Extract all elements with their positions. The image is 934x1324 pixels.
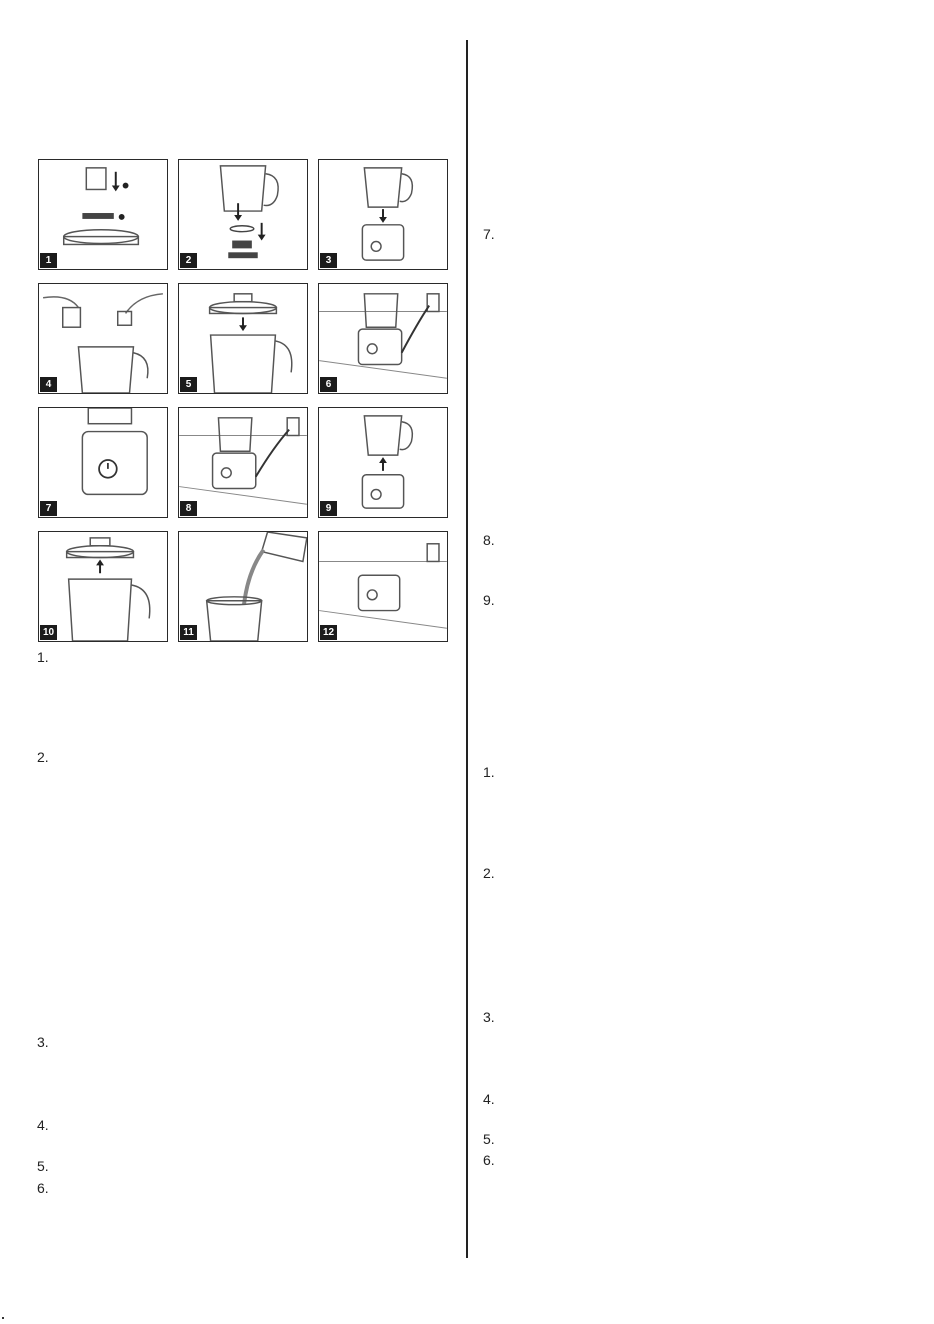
panel-number-badge: 2 xyxy=(180,253,197,268)
panel-number-badge: 9 xyxy=(320,501,337,516)
left-step-5: 5. xyxy=(37,1158,49,1174)
lid-onto-jar-illustration xyxy=(179,284,307,393)
jar-lift-illustration xyxy=(319,408,447,517)
figure-panel-5 xyxy=(178,283,308,394)
lid-assembly-illustration xyxy=(39,160,167,269)
panel-number-badge: 5 xyxy=(180,377,197,392)
figure-panel-6 xyxy=(318,283,448,394)
figure-panel-1 xyxy=(38,159,168,270)
figure-panel-7 xyxy=(38,407,168,518)
instruction-figure-grid xyxy=(38,159,448,642)
panel-number-badge: 1 xyxy=(40,253,57,268)
figure-panel-10 xyxy=(38,531,168,642)
control-knob-illustration xyxy=(39,408,167,517)
pour-into-glass-illustration xyxy=(179,532,307,641)
panel-number-badge: 3 xyxy=(320,253,337,268)
panel-number-badge: 11 xyxy=(180,625,197,640)
left-step-1: 1. xyxy=(37,649,49,665)
jar-onto-base-illustration xyxy=(319,160,447,269)
panel-number-badge: 4 xyxy=(40,377,57,392)
right-lower-step-4: 4. xyxy=(483,1091,495,1107)
lid-removal-illustration xyxy=(39,532,167,641)
plug-in-illustration xyxy=(179,408,307,517)
left-step-6: 6. xyxy=(37,1180,49,1196)
left-step-2: 2. xyxy=(37,749,49,765)
figure-panel-4 xyxy=(38,283,168,394)
panel-number-badge: 8 xyxy=(180,501,197,516)
right-step-8: 8. xyxy=(483,532,495,548)
panel-number-badge: 6 xyxy=(320,377,337,392)
figure-panel-2 xyxy=(178,159,308,270)
base-unplugged-illustration xyxy=(319,532,447,641)
figure-panel-8 xyxy=(178,407,308,518)
right-lower-step-3: 3. xyxy=(483,1009,495,1025)
column-divider xyxy=(466,40,468,1258)
panel-number-badge: 12 xyxy=(320,625,337,640)
jar-blade-assembly-illustration xyxy=(179,160,307,269)
figure-panel-9 xyxy=(318,407,448,518)
figure-panel-11 xyxy=(178,531,308,642)
right-lower-step-6: 6. xyxy=(483,1152,495,1168)
panel-number-badge: 10 xyxy=(40,625,57,640)
right-lower-step-2: 2. xyxy=(483,865,495,881)
right-step-7: 7. xyxy=(483,226,495,242)
figure-panel-12 xyxy=(318,531,448,642)
right-lower-step-1: 1. xyxy=(483,764,495,780)
left-step-4: 4. xyxy=(37,1117,49,1133)
pour-ingredients-illustration xyxy=(39,284,167,393)
right-step-9: 9. xyxy=(483,592,495,608)
plug-in-illustration xyxy=(319,284,447,393)
right-lower-step-5: 5. xyxy=(483,1131,495,1147)
left-step-3: 3. xyxy=(37,1034,49,1050)
corner-mark xyxy=(2,1317,4,1319)
figure-panel-3 xyxy=(318,159,448,270)
panel-number-badge: 7 xyxy=(40,501,57,516)
